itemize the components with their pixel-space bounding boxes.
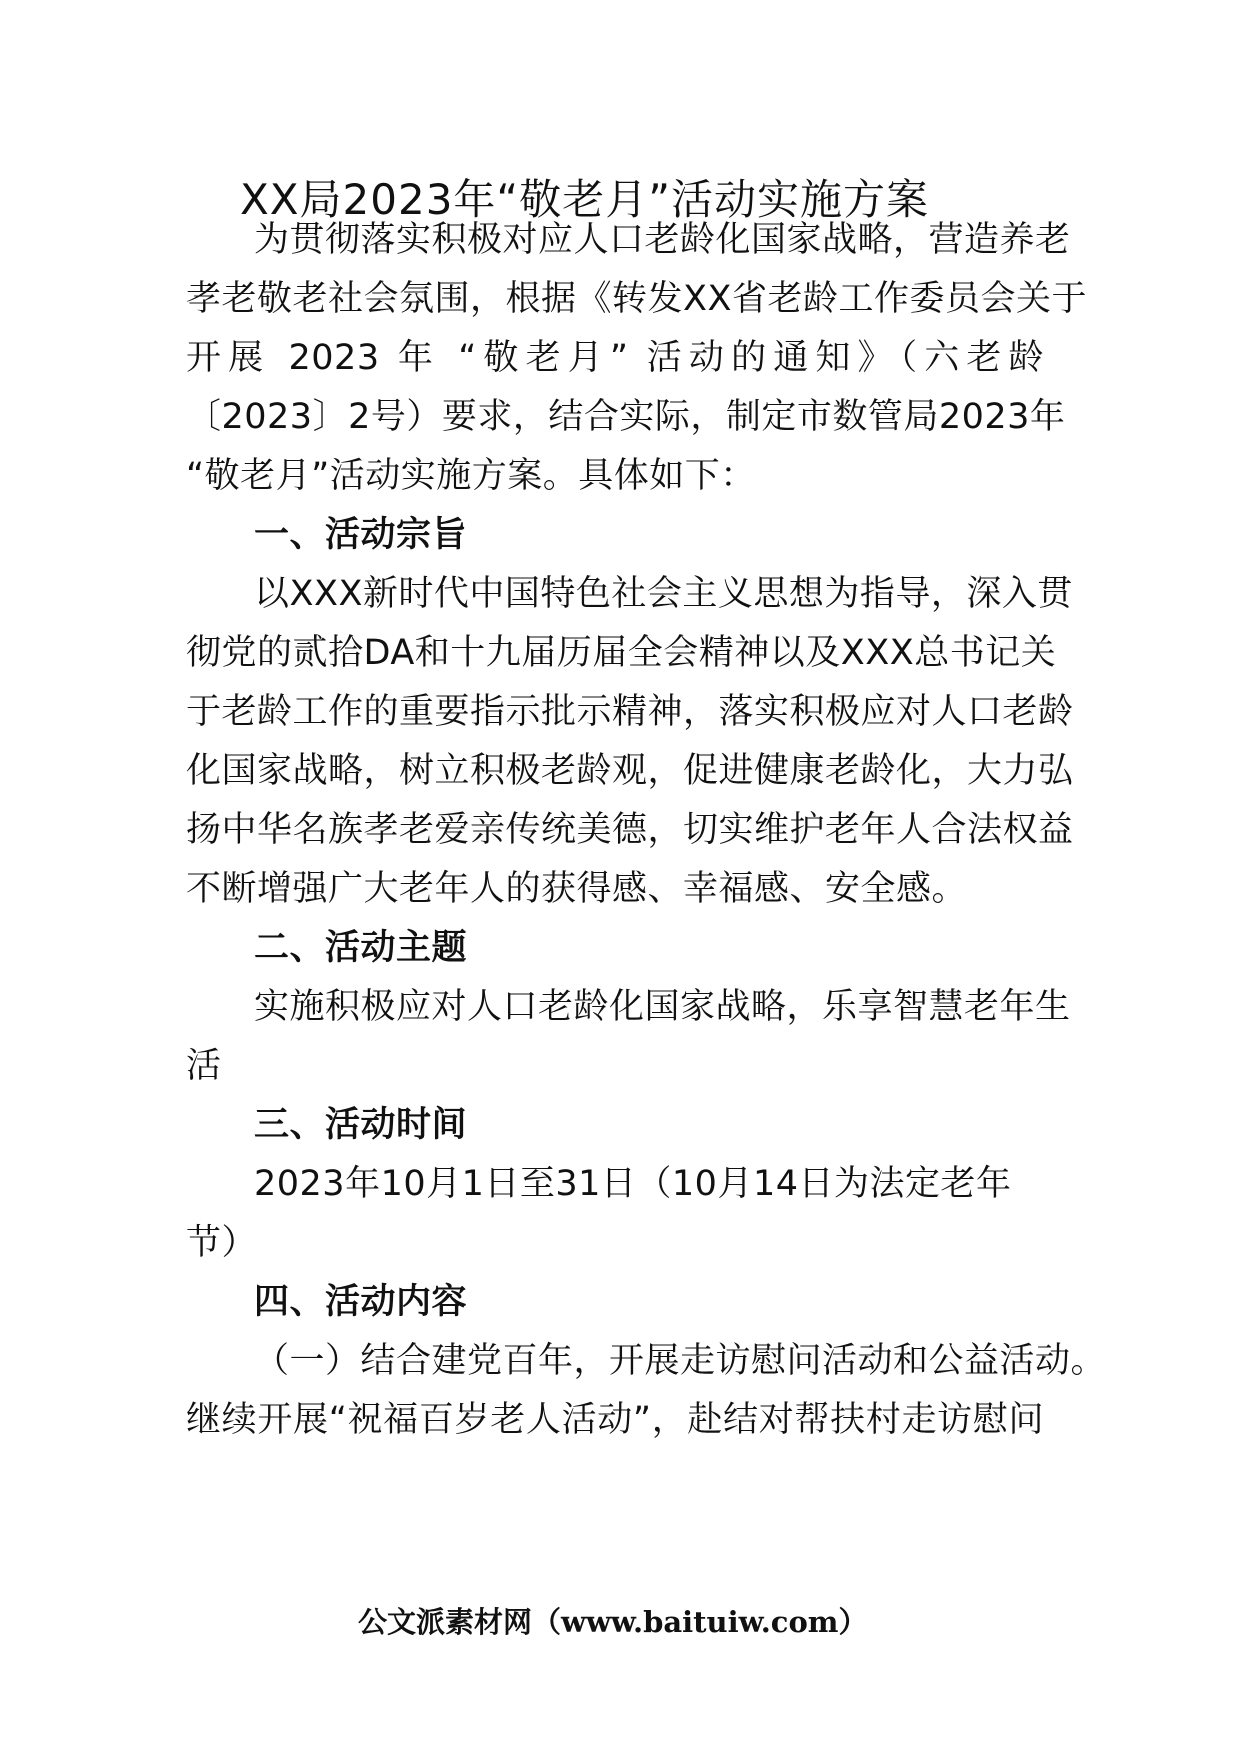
intro-line-4: 〔2023〕2号）要求，结合实际，制定市数管局2023年 (186, 397, 1066, 437)
section1-line-6: 不断增强广大老年人的获得感、幸福感、安全感。 (186, 869, 968, 909)
section1-line-5: 扬中华名族孝老爱亲传统美德，切实维护老年人合法权益 (186, 810, 1074, 850)
section1-line-3: 于老龄工作的重要指示批示精神，落实积极应对人口老龄 (186, 692, 1074, 732)
section3-line-1: 2023年10月1日至31日（10月14日为法定老年 (254, 1164, 1012, 1204)
section-heading-theme: 二、活动主题 (254, 928, 468, 968)
footer-watermark-text: 公文派素材网（www.baituiw.com） (358, 1605, 868, 1639)
section-heading-purpose: 一、活动宗旨 (254, 515, 468, 555)
section2-line-1: 实施积极应对人口老龄化国家战略，乐享智慧老年生 (254, 987, 1071, 1027)
section1-line-1: 以XXX新时代中国特色社会主义思想为指导，深入贯 (254, 574, 1073, 614)
section-heading-content: 四、活动内容 (254, 1282, 468, 1322)
intro-line-2: 孝老敬老社会氛围，根据《转发XX省老龄工作委员会关于 (186, 279, 1087, 319)
section-heading-time: 三、活动时间 (254, 1105, 468, 1145)
section4-line-1: （一）结合建党百年，开展走访慰问活动和公益活动。 (254, 1341, 1107, 1381)
section2-line-2: 活 (186, 1046, 222, 1086)
section3-line-2: 节） (186, 1223, 258, 1263)
intro-line-5: “敬老月”活动实施方案。具体如下： (186, 456, 756, 496)
intro-line-3: 开展 2023 年 “敬老月” 活动的通知》（六老龄 (186, 338, 1044, 378)
intro-line-1: 为贯彻落实积极对应人口老龄化国家战略，营造养老 (254, 220, 1071, 260)
document-title: XX局2023年“敬老月”活动实施方案 (240, 175, 929, 224)
section1-line-4: 化国家战略，树立积极老龄观，促进健康老龄化，大力弘 (186, 751, 1074, 791)
section4-line-2: 继续开展“祝福百岁老人活动”，赴结对帮扶村走访慰问 (186, 1400, 1044, 1440)
section1-line-2: 彻党的贰拾DA和十九届历届全会精神以及XXX总书记关 (186, 633, 1057, 673)
